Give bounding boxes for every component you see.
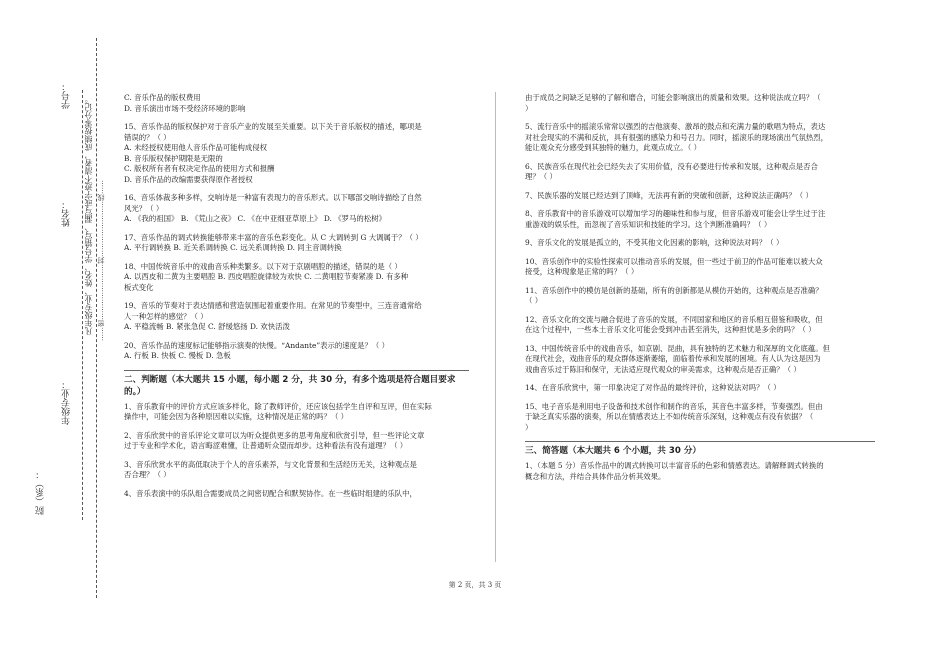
right-column <box>525 93 875 490</box>
question-stem: 15、电子音乐是利用电子设备和技术创作和制作的音乐，其音色丰富多样，节奏强烈。但由 <box>525 401 823 411</box>
tf-question-14 <box>525 383 875 394</box>
question-stem: 6、民族音乐在现代社会已经失去了实用价值，没有必要进行传承和发展，这种观点是否合 <box>525 161 818 171</box>
question-stem: 13、中国传统音乐中的戏曲音乐，如京剧、昆曲，具有独特的艺术魅力和深厚的文化底蕴。但 <box>525 343 831 353</box>
question-18 <box>124 262 469 294</box>
question-stem: 否合理？（ ） <box>124 470 171 479</box>
tf-question-4-tail <box>525 93 875 114</box>
question-stem: 16、音乐体裁多种多样，交响诗是一种富有表现力的音乐形式。以下哪部交响诗描绘了自然 <box>124 193 422 202</box>
question-stem: 7、民族乐器的发展已经达到了顶峰，无法再有新的突破和创新，这种说法正确吗？（ ） <box>525 190 813 200</box>
question-stem: 于缺乏真实乐器的演奏，所以在情感表达上不如传统音乐深刻，这种观点有没有依据？（ <box>525 412 814 421</box>
question-19 <box>124 301 469 333</box>
question-stem: ） <box>525 103 533 113</box>
question-stem: 17、音乐作品的调式转换能够带来丰富的音乐色彩变化。从 C 大调转到 G 大调属于？（ ） <box>124 232 423 242</box>
question-stem: 11、音乐创作中的模仿是创新的基础，所有的创新都是从模仿开始的，这种观点是否准确？ <box>525 285 823 295</box>
question-stem: 接受，这种现象是正常的吗？（ ） <box>525 267 639 276</box>
question-stem: 12、音乐文化的交流与融合促进了音乐的发展，不同国家和地区的音乐相互借鉴和吸收，但 <box>525 314 823 324</box>
tf-question-5 <box>525 122 875 154</box>
question-stem: 人一种怎样的感觉？（ ） <box>124 311 208 321</box>
question-stem: 15、音乐作品的版权保护对于音乐产业的发展至关重要。以下关于音乐版权的描述，哪项是 <box>124 122 422 131</box>
seal-line-text: ……密……………………封……………………线…… <box>97 180 105 341</box>
tf-question-4 <box>124 489 469 500</box>
column-divider <box>495 92 496 562</box>
short-answer-1 <box>525 461 875 482</box>
question-stem: 20、音乐作品的速度标记能够指示演奏的快慢。“Andante”表示的速度是？（ ） <box>124 340 389 350</box>
question-options: A. 平稳流畅 B. 紧张急促 C. 舒缓悠扬 D. 欢快活泼 <box>124 322 290 331</box>
question-stem: 重游戏的娱乐性，而忽视了音乐知识和技能的学习。这个判断准确吗？（ ） <box>525 219 772 229</box>
question-stem: 风光？（ ） <box>124 203 164 213</box>
tf-question-13 <box>525 344 875 376</box>
option-d: D. 音乐演出市场不受经济环境的影响 <box>124 103 246 113</box>
option-d: D. 音乐作品的改编需要获得原作者授权 <box>124 174 253 184</box>
question-20 <box>124 341 469 362</box>
option-b: B. 音乐版权保护期限是无限的 <box>124 153 223 163</box>
page-footer: 第 2 页，共 3 页 <box>448 581 502 589</box>
question-stem: 9、音乐文化的发展是孤立的，不受其他文化因素的影响，这种说法对吗？（ ） <box>525 238 784 247</box>
tf-question-8 <box>525 209 875 230</box>
question-stem: 理？（ ） <box>525 172 557 181</box>
tf-question-6 <box>525 162 875 183</box>
question-options: A. 以西皮和二黄为主要唱腔 B. 西皮唱腔旋律较为欢快 C. 二黄唱腔节奏紧凑 D. 有多种 <box>124 272 409 281</box>
question-stem: 错误的？（ ） <box>124 132 171 142</box>
tf-question-15 <box>525 402 875 434</box>
question-stem: 4、音乐表演中的乐队组合需要成员之间密切配合和默契协作。在一些临时组建的乐队中， <box>124 488 417 498</box>
tf-question-12 <box>525 315 875 336</box>
option-a: A. 未经授权使用他人音乐作品可能构成侵权 <box>124 143 268 152</box>
question-stem: 在这个过程中，一些本土音乐文化可能会受到冲击甚至消失，这种担忧是多余的吗？（ ） <box>525 325 816 334</box>
question-stem: 2、音乐欣赏中的音乐评论文章可以为听众提供更多的思考角度和欣赏引导，但一些评论文章 <box>124 430 425 440</box>
tf-question-10 <box>525 257 875 278</box>
question-stem: 对社会现实的不满和反抗，具有很强的感染力和号召力。同时，摇滚乐的现场演出气氛热烈， <box>525 132 829 142</box>
question-stem: 概念和方法，并结合具体作品分析其效果。 <box>525 471 666 481</box>
student-id-label: 学号： <box>62 82 72 109</box>
question-15 <box>124 122 469 185</box>
name-label: 姓名： <box>62 200 72 227</box>
question-stem: （ ） <box>525 296 543 305</box>
question-options: 板式变化 <box>124 282 154 292</box>
tf-question-11 <box>525 286 875 307</box>
question-stem: 1、音乐教育中的评价方式应该多样化，除了教师评价，还应该包括学生自评和互评，但在实际 <box>124 401 432 411</box>
question-stem: 操作中，可能会因为各种原因难以实施，这种情况是正常的吗？（ ） <box>124 412 349 421</box>
question-options: A. 平行调转换 B. 近关系调转换 C. 远关系调转换 D. 同主音调转换 <box>124 243 342 252</box>
question-stem: 3、音乐欣赏水平的高低取决于个人的音乐素养，与文化背景和生活经历无关，这种观点是 <box>124 459 417 469</box>
question-stem: 19、音乐的节奏对于表达情感和营造氛围起着重要作用。在常见的节奏型中，三连音通常给 <box>124 301 422 310</box>
binding-margin <box>0 0 118 672</box>
question-14-tail <box>124 93 469 114</box>
question-stem: 5、流行音乐中的摇滚乐常常以强烈的吉他演奏、激昂的鼓点和充满力量的歌唱为特点，表达 <box>525 122 826 131</box>
tf-question-3 <box>124 460 469 481</box>
option-c: C. 版权所有者有权决定作品的使用方式和报酬 <box>124 164 275 173</box>
question-stem: 过于专业和学术化，语言晦涩难懂，让普通听众望而却步。这种看法有没有道理？（ ） <box>124 441 408 450</box>
tf-question-9 <box>525 238 875 249</box>
major-label: 年级专业： <box>62 380 72 425</box>
question-stem: 能让观众充分感受到其独特的魅力，此观点成立。（ ） <box>525 143 702 152</box>
question-options: A. 行板 B. 快板 C. 慢板 D. 急板 <box>124 351 231 360</box>
section-heading-short-answer: 三、简答题（本大题共 6 个小题，共 30 分） <box>525 441 875 457</box>
section-heading-true-false: 二、判断题（本大题共 15 小题，每小题 2 分，共 30 分，有多个选项是符合题目要求的。） <box>124 370 469 398</box>
question-stem: 18、中国传统音乐中的戏曲音乐种类繁多。以下对于京剧唱腔的描述，错误的是（ ） <box>124 261 402 271</box>
question-stem: 8、音乐教育中的音乐游戏可以增加学习的趣味性和参与度，但音乐游戏可能会让学生过于注 <box>525 209 826 218</box>
question-17 <box>124 233 469 254</box>
question-options: A. 《我的祖国》 B. 《荒山之夜》 C. 《在中亚细亚草原上》 D. 《罗马的松树》 <box>124 214 386 223</box>
question-stem: ） <box>525 422 533 432</box>
tf-question-1 <box>124 402 469 423</box>
question-stem: 在现代社会，戏曲音乐的观众群体逐渐萎缩，面临着传承和发展的困境。有人认为这是因为 <box>525 354 821 363</box>
tf-question-7 <box>525 191 875 202</box>
question-stem: 1、（本题 5 分）音乐作品中的调式转换可以丰富音乐的色彩和情感表达。请解释调式转换的 <box>525 461 824 470</box>
notice-text: 凡年级专业、姓名、学号错写、漏写或字迹不清者，成绩按零分记。 <box>84 95 93 335</box>
seal-line-dashed-inner <box>82 90 83 520</box>
question-stem: 14、在音乐欣赏中，第一印象决定了对作品的最终评价，这种说法对吗？（ ） <box>525 383 781 392</box>
tf-question-2 <box>124 431 469 452</box>
left-column <box>124 93 469 507</box>
school-label: 院（系）： <box>36 470 46 515</box>
question-16 <box>124 193 469 225</box>
option-c: C. 音乐作品的版权费用 <box>124 93 201 102</box>
question-stem: 戏曲音乐过于陈旧和保守，无法适应现代观众的审美需求，这种观点是否正确？（ ） <box>525 364 801 374</box>
question-stem: 由于成员之间缺乏足够的了解和磨合，可能会影响演出的质量和效果。这种说法成立吗？（ <box>525 93 821 102</box>
question-stem: 10、音乐创作中的实验性探索可以推动音乐的发展，但一些过于前卫的作品可能难以被大众 <box>525 256 823 266</box>
